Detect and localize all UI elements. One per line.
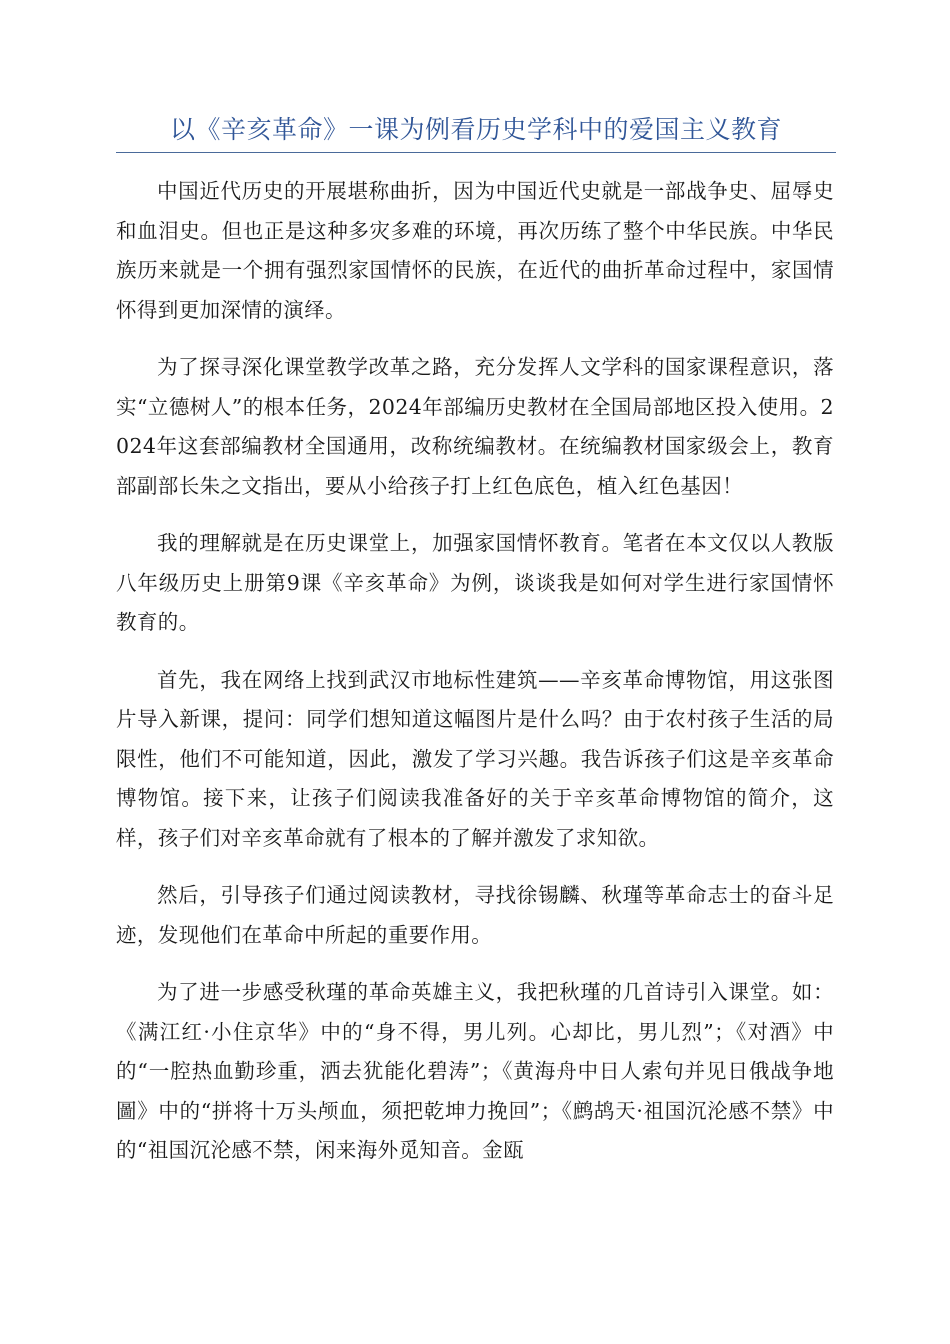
paragraph-intro: 中国近代历史的开展堪称曲折，因为中国近代史就是一部战争史、屈辱史和血泪史。但也正是这种多灾多难的环境，再次历练了整个中华民族。中华民族历来就是一个拥有强烈家国情怀的民族，在近代的曲折革命过程中，家国情怀得到更加深情的演绎。 xyxy=(116,179,834,322)
title-block xyxy=(116,112,836,153)
document-title: 以《辛亥革命》一课为例看历史学科中的爱国主义教育 xyxy=(169,115,782,144)
paragraph-textbook-reform: 为了探寻深化课堂教学改革之路，充分发挥人文学科的国家课程意识，落实“立德树人”的根本任务，2024年部编历史教材在全国局部地区投入使用。2024年这套部编教材全国通用，改称统编教材。在统编教材国家级会上，教育部副部长朱之文指出，要从小给孩子打上红色底色，植入红色基因！ xyxy=(116,355,834,498)
paragraph-then: 然后，引导孩子们通过阅读教材，寻找徐锡麟、秋瑾等革命志士的奋斗足迹，发现他们在革命中所起的重要作用。 xyxy=(116,883,834,947)
paragraph-qiujin-poems: 为了进一步感受秋瑾的革命英雄主义，我把秋瑾的几首诗引入课堂。如：《满江红·小住京华》中的“身不得，男儿列。心却比，男儿烈”；《对酒》中的“一腔热血勤珍重，洒去犹能化碧涛”；《黄海舟中日人索句并见日俄战争地圖》中的“拼将十万头颅血，须把乾坤力挽回”；《鹧鸪天·祖国沉沦感不禁》中的“祖国沉沦感不禁，闲来海外觅知音。金瓯 xyxy=(116,980,834,1162)
paragraph-first-step: 首先，我在网络上找到武汉市地标性建筑——辛亥革命博物馆，用这张图片导入新课，提问：同学们想知道这幅图片是什么吗？由于农村孩子生活的局限性，他们不可能知道，因此，激发了学习兴趣。我告诉孩子们这是辛亥革命博物馆。接下来，让孩子们阅读我准备好的关于辛亥革命博物馆的简介，这样，孩子们对辛亥革命就有了根本的了解并激发了求知欲。 xyxy=(116,667,834,850)
document-body xyxy=(116,172,834,1189)
paragraph-understanding: 我的理解就是在历史课堂上，加强家国情怀教育。笔者在本文仅以人教版八年级历史上册第9课《辛亥革命》为例，谈谈我是如何对学生进行家国情怀教育的。 xyxy=(116,531,834,634)
